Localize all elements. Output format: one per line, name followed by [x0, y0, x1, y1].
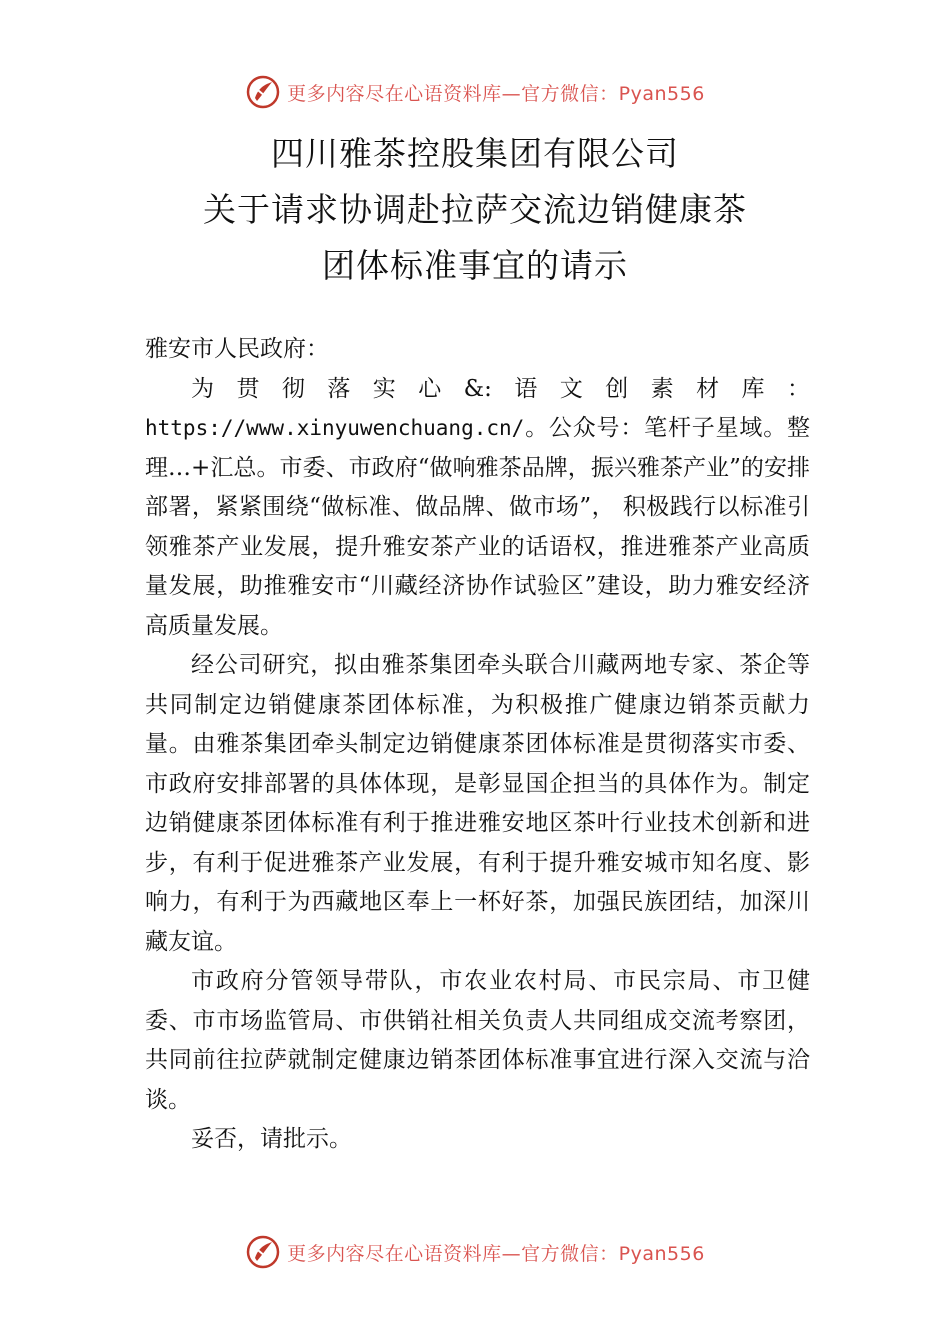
wechat-id: Pyan556 [618, 82, 705, 105]
salutation: 雅安市人民政府： [145, 336, 329, 362]
document-title [0, 126, 950, 294]
paragraph-2: 经公司研究，拟由雅茶集团牵头联合川藏两地专家、茶企等共同制定边销健康茶团体标准，为积极推广健康边销茶贡献力量。由雅茶集团牵头制定边销健康茶团体标准是贯彻落实市委、市政府安排部署的具体体现，是彰显国企担当的具体作为。制定边销健康茶团体标准有利于推进雅安地区茶叶行业技术创新和进步，有利于促进雅茶产业发展，有利于提升雅安城市知名度、影响力，有利于为西藏地区奉上一杯好茶，加强民族团结，加深川藏友谊。 [145, 652, 810, 955]
watermark-text: 更多内容尽在心语资料库—官方微信：Pyan556 [287, 1242, 705, 1265]
title-line-2: 关于请求协调赴拉萨交流边销健康茶 [203, 190, 747, 229]
watermark-text: 更多内容尽在心语资料库—官方微信：Pyan556 [287, 82, 705, 105]
paragraph-3: 市政府分管领导带队，市农业农村局、市民宗局、市卫健委、市市场监管局、市供销社相关负责人共同组成交流考察团，共同前往拉萨就制定健康边销茶团体标准事宜进行深入交流与洽谈。 [145, 968, 810, 1113]
paragraph-1-rest: 。公众号：笔杆子星域。整理…+汇总。市委、市政府“做响雅茶品牌，振兴雅茶产业”的安排部署，紧紧围绕“做标准、做品牌、做市场”， 积极践行以标准引领雅茶产业发展，提升雅安茶产业的话语权，推进雅茶产业高质量发展，助推雅安市“川藏经济协作试验区”建设，助力雅安经济高质量发展。 [145, 415, 810, 639]
watermark-banner-bottom [0, 1232, 950, 1272]
paragraph-1 [145, 370, 810, 647]
wechat-id: Pyan556 [618, 1242, 705, 1265]
document-body [145, 330, 810, 1160]
brand-logo-icon [245, 1234, 281, 1270]
paragraph-1-intro: 为贯彻落实心&:语文创素材库： [191, 375, 810, 402]
website-url: https://www.xinyuwenchuang.cn/ [145, 416, 525, 440]
title-line-3: 团体标准事宜的请示 [322, 246, 628, 285]
closing-request: 妥否，请批示。 [191, 1126, 352, 1152]
brand-logo-icon [245, 74, 281, 110]
title-line-1: 四川雅茶控股集团有限公司 [271, 134, 679, 173]
watermark-banner-top [0, 72, 950, 112]
